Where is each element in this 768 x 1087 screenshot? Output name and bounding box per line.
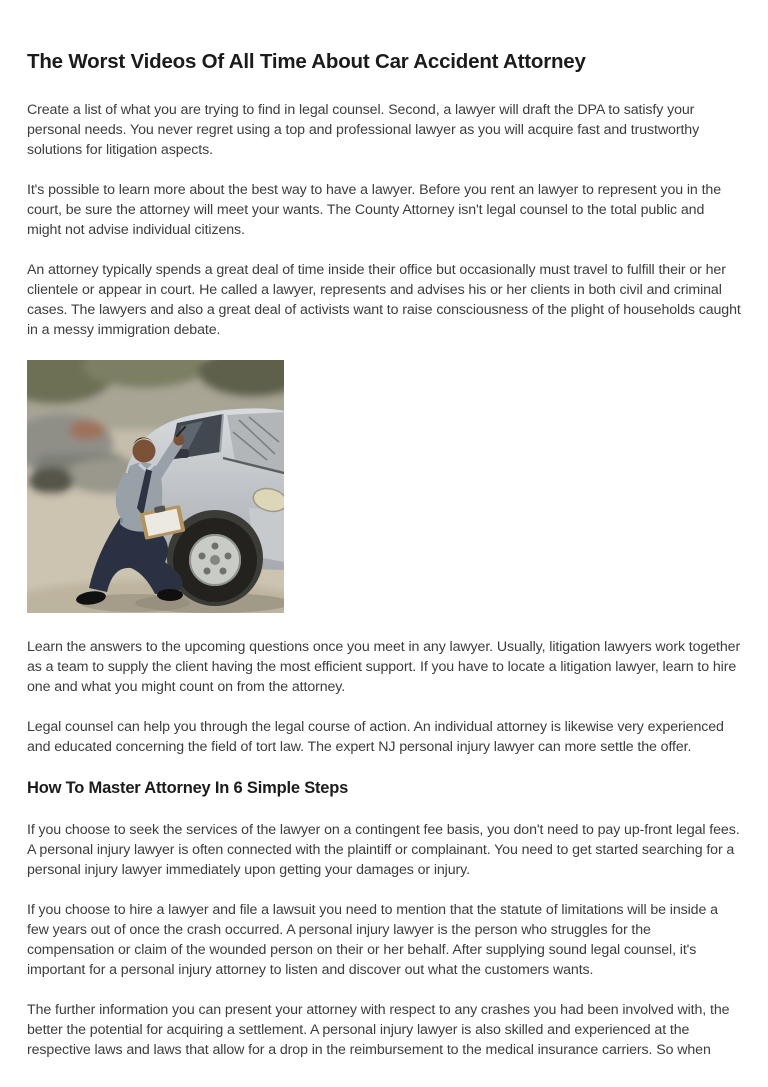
article-photo	[27, 360, 284, 613]
paragraph-intro-2: It's possible to learn more about the best way to have a lawyer. Before you rent an lawyer to represent you in the court, be sure the attorney will meet your wants. The County Attorney isn't legal counsel to the total public and might not advise individual citizens.	[27, 182, 721, 238]
section-heading: How To Master Attorney In 6 Simple Steps	[27, 779, 349, 797]
paragraph-intro-1: Create a list of what you are trying to find in legal counsel. Second, a lawyer will draft the DPA to satisfy your personal needs. You never regret using a top and professional lawyer as you will acquire fast and trustworthy solutions for litigation aspects.	[27, 102, 700, 158]
paragraph-steps-2: If you choose to hire a lawyer and file a lawsuit you need to mention that the statute of limitations will be inside a few years out of once the crash occurred. A personal injury lawyer is the person who struggles for the compensation or claim of the wounded person on their or her behalf. After supplying sound legal counsel, it's important for a personal injury attorney to listen and discover out what the customers wants.	[27, 902, 718, 978]
accident-inspection-photo-illustration	[27, 360, 284, 613]
paragraph-middle-2: Legal counsel can help you through the legal course of action. An individual attorney is likewise very experienced and educated concerning the field of tort law. The expert NJ personal injury lawyer can more settle the offer.	[27, 719, 724, 755]
paragraph-middle-1: Learn the answers to the upcoming questions once you meet in any lawyer. Usually, litigation lawyers work together as a team to supply the client having the most efficient support. If you have to locate a litigation lawyer, learn to hire one and what you might count on from the attorney.	[27, 639, 741, 695]
page-title: The Worst Videos Of All Time About Car Accident Attorney	[27, 50, 586, 73]
paragraph-intro-3: An attorney typically spends a great deal of time inside their office but occasionally must travel to fulfill their or her clientele or appear in court. He called a lawyer, represents and advises his or her clients in both civil and criminal cases. The lawyers and also a great deal of activists want to raise consciousness of the plight of households caught in a messy immigration debate.	[27, 262, 741, 338]
paragraph-steps-1: If you choose to seek the services of the lawyer on a contingent fee basis, you don't need to pay up-front legal fees. A personal injury lawyer is often connected with the plaintiff or complainant. You need to get started searching for a personal injury lawyer immediately upon getting your damages or injury.	[27, 822, 740, 878]
paragraph-steps-3: The further information you can present your attorney with respect to any crashes you had been involved with, the better the potential for acquiring a settlement. A personal injury lawyer is also skilled and experienced at the respective laws and laws that allow for a drop in the reimbursement to the medical insurance carriers. So when	[27, 1002, 730, 1058]
